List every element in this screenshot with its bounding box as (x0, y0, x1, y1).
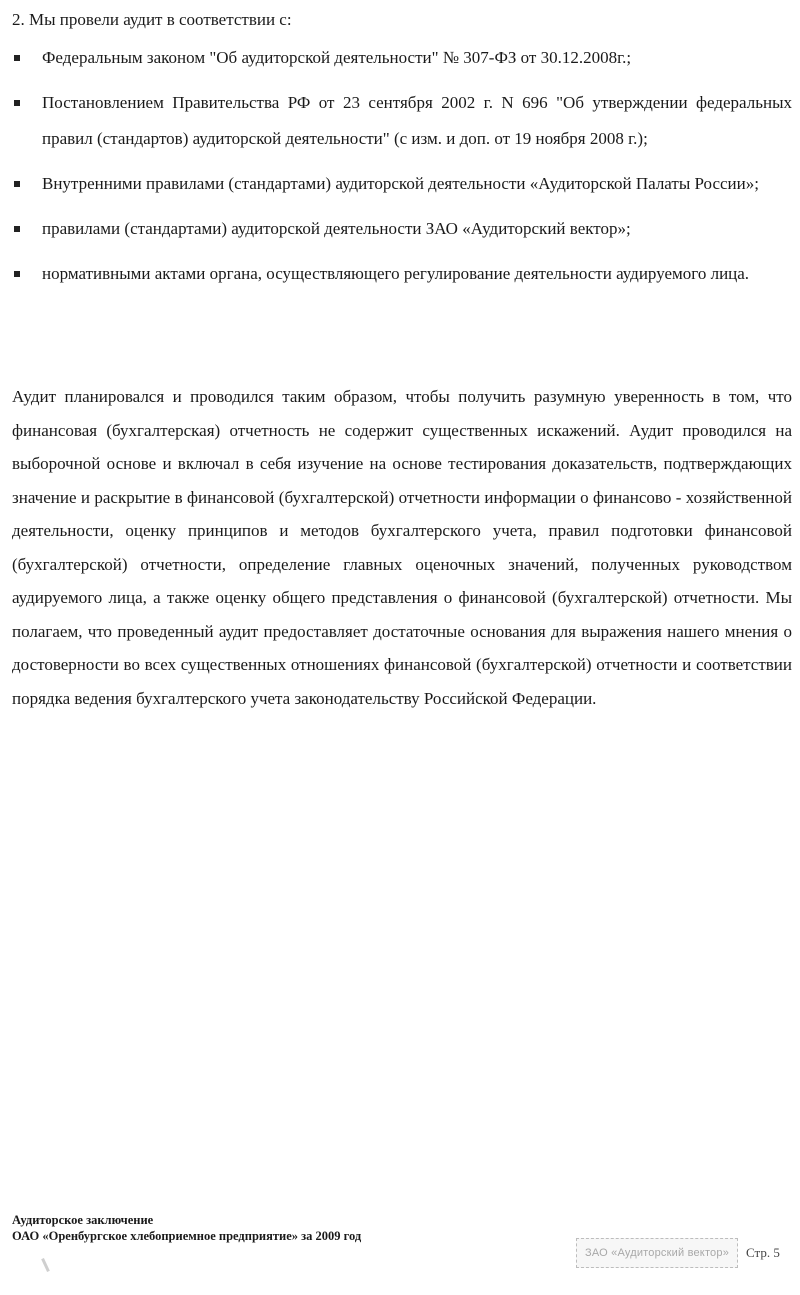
list-item (12, 85, 792, 157)
company-stamp (576, 1238, 738, 1268)
list-item-text: Постановлением Правительства РФ от 23 сентября 2002 г. N 696 "Об утверждении федеральных правил (стандартов) аудиторской деятельности" (с изм. и доп. от 19 ноября 2008 г.); (42, 93, 792, 148)
list-item-text: правилами (стандартами) аудиторской деятельности ЗАО «Аудиторский вектор»; (42, 219, 631, 238)
list-item (12, 211, 792, 247)
standards-list (12, 40, 792, 301)
list-item (12, 40, 792, 76)
list-item-text: Внутренними правилами (стандартами) аудиторской деятельности «Аудиторской Палаты России»; (42, 174, 759, 193)
page-number: Стр. 5 (746, 1245, 780, 1260)
list-item-text: нормативными актами органа, осуществляющего регулирование деятельности аудируемого лица. (42, 264, 750, 283)
list-item (12, 166, 792, 202)
bullet-square-icon (14, 226, 20, 232)
bullet-square-icon (14, 100, 20, 106)
list-item-text: Федеральным законом "Об аудиторской деятельности" № 307-ФЗ от 30.12.2008г.; (42, 48, 632, 67)
intro-line: 2. Мы провели аудит в соответствии с: (12, 10, 292, 29)
list-item (12, 256, 792, 292)
bullet-square-icon (14, 181, 20, 187)
stamp-text: ЗАО «Аудиторский вектор» (584, 1247, 730, 1259)
footer-line-1: Аудиторское заключение (12, 1213, 154, 1227)
scan-mark-icon (41, 1258, 50, 1272)
bullet-square-icon (14, 271, 20, 277)
footer-line-2: ОАО «Оренбургское хлебоприемное предприятие» за 2009 год (12, 1229, 362, 1243)
footer-title (12, 1212, 572, 1244)
audit-paragraph: Аудит планировался и проводился таким образом, чтобы получить разумную уверенность в том, что финансовая (бухгалтерская) отчетность не содержит существенных искажений. Аудит проводился на выборочной основе и включал в себя изучение на основе тестирования доказательств, подтверждающих значение и раскрытие в финансовой (бухгалтерской) отчетности информации о финансово - хозяйственной деятельности, оценку принципов и методов бухгалтерского учета, правил подготовки финансовой (бухгалтерской) отчетности, определение главных оценочных значений, полученных руководством аудируемого лица, а также оценку общего представления о финансовой (бухгалтерской) отчетности. Мы полагаем, что проведенный аудит предоставляет достаточные основания для выражения нашего мнения о достоверности во всех существенных отношениях финансовой (бухгалтерской) отчетности и соответствии порядка ведения бухгалтерского учета законодательству Российской Федерации. (12, 387, 792, 708)
bullet-square-icon (14, 55, 20, 61)
